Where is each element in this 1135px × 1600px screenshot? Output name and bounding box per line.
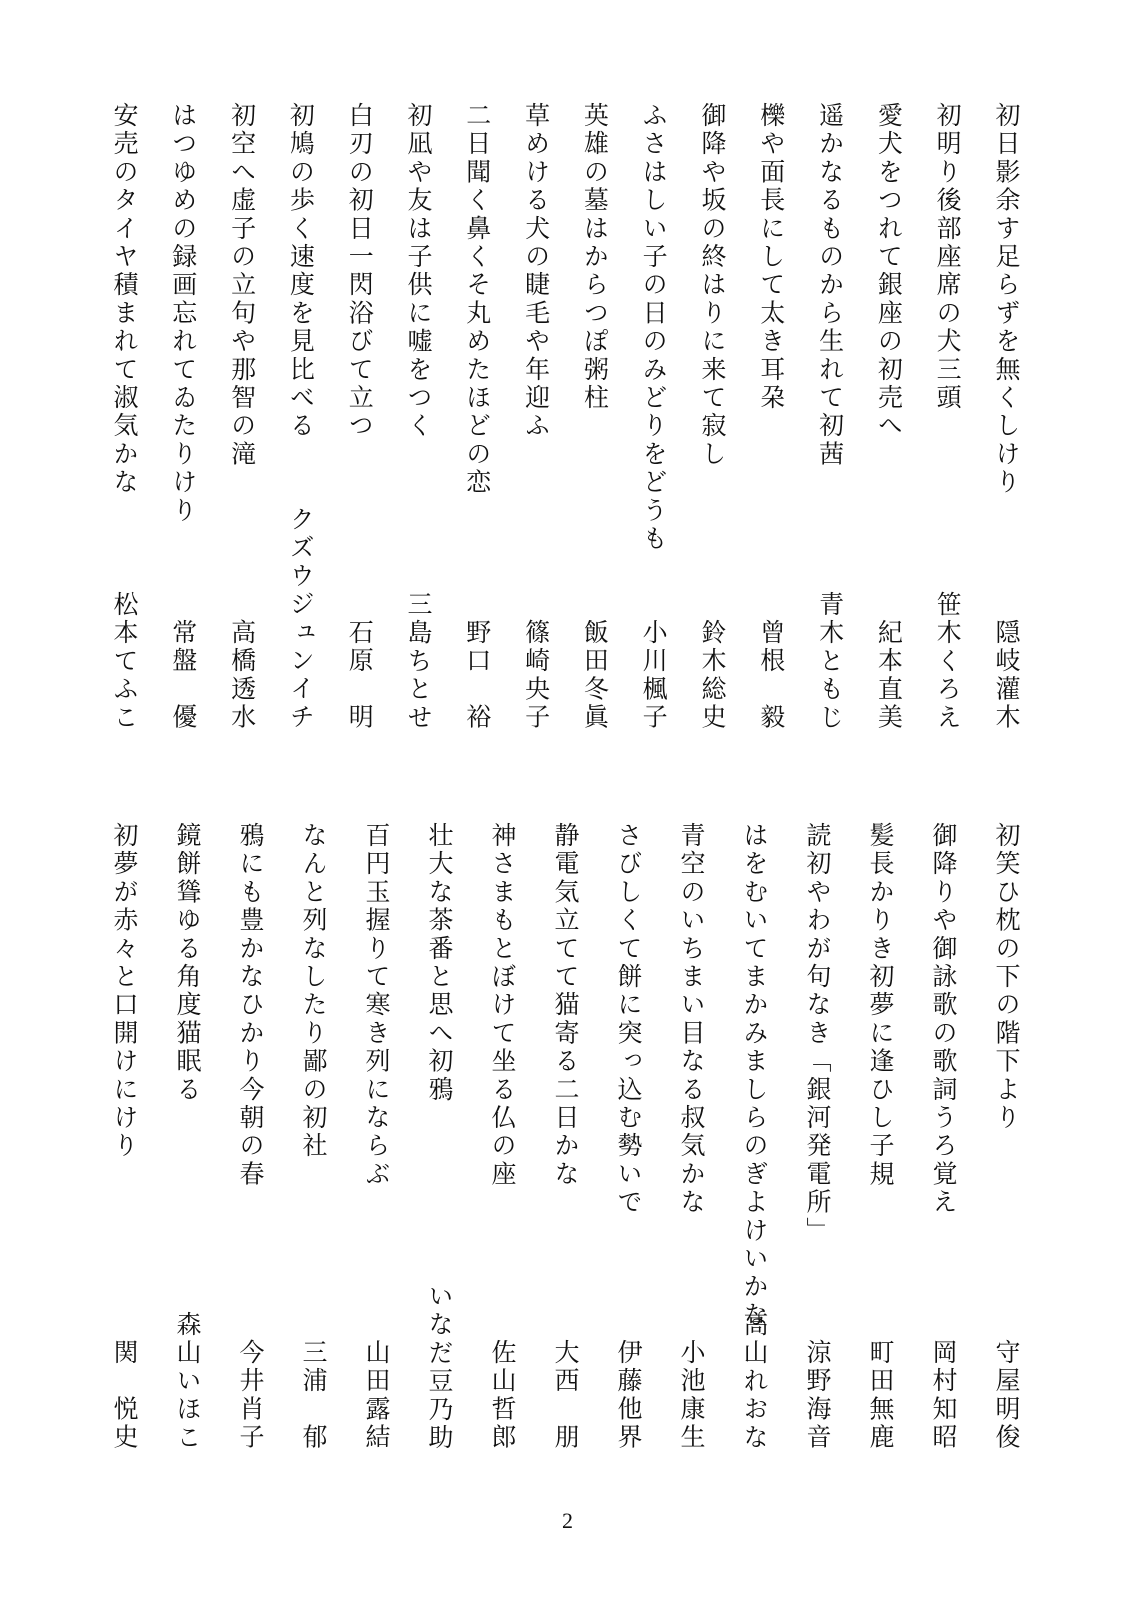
haiku-text: 愛犬をつれて銀座の初売へ	[874, 102, 904, 441]
haiku-column	[415, 822, 463, 1452]
haiku-text: 髪長かりき初夢に逢ひし子規	[866, 822, 895, 1189]
haiku-text: 静電気立てて猫寄る二日かな	[551, 822, 580, 1189]
haiku-author: 松本てふこ	[110, 591, 139, 732]
haiku-text: 櫟や面長にして太き耳朶	[756, 102, 786, 413]
haiku-author: 佐山哲郎	[488, 1339, 517, 1452]
haiku-column	[335, 102, 383, 732]
haiku-text: はをむいてまかみましらのぎよけいかな	[740, 822, 769, 1330]
haiku-author: 守屋明俊	[992, 1339, 1021, 1452]
haiku-author: 小川楓子	[639, 619, 669, 732]
haiku-text: 初明り後部座席の犬三頭	[933, 102, 963, 413]
haiku-text: 御降や坂の終はりに来て寂し	[697, 102, 727, 469]
haiku-column	[100, 822, 148, 1452]
haiku-column	[982, 102, 1030, 732]
haiku-column	[856, 822, 904, 1452]
haiku-text: 青空のいちまい目なる叔気かな	[677, 822, 706, 1217]
haiku-column	[218, 102, 266, 732]
haiku-text: 読初やわが句なき「銀河発電所」	[803, 822, 832, 1245]
haiku-author: 曾根 毅	[756, 619, 786, 732]
haiku-column	[100, 102, 148, 732]
haiku-section-top	[100, 102, 1030, 732]
haiku-author: 今井肖子	[236, 1339, 265, 1452]
haiku-author: 高橋透水	[227, 619, 257, 732]
haiku-author: 常盤 優	[168, 619, 198, 732]
haiku-text: 鏡餅聳ゆる角度猫眠る	[173, 822, 202, 1104]
haiku-column	[541, 822, 589, 1452]
haiku-text: 白刃の初日一閃浴びて立つ	[345, 102, 375, 441]
haiku-column	[394, 102, 442, 732]
haiku-text: 鴉にも豊かなひかり今朝の春	[236, 822, 265, 1189]
haiku-author: 笹木くろえ	[933, 591, 963, 732]
haiku-text: 初笑ひ枕の下の階下より	[992, 822, 1021, 1133]
haiku-author: 鈴木総史	[697, 619, 727, 732]
haiku-text: 百円玉握りて寒き列にならぶ	[362, 822, 391, 1189]
haiku-column	[747, 102, 795, 732]
haiku-column	[512, 102, 560, 732]
haiku-column	[276, 102, 324, 732]
haiku-text: 初日影余す足らずを無くしけり	[991, 102, 1021, 497]
haiku-text: 初鳩の歩く速度を見比べる	[286, 102, 316, 441]
haiku-author: 三浦 郁	[299, 1339, 328, 1452]
haiku-column	[919, 822, 967, 1452]
haiku-text: 遥かなるものから生れて初茜	[815, 102, 845, 469]
haiku-author: 岡村知昭	[929, 1339, 958, 1452]
haiku-text: 神さまもとぼけて坐る仏の座	[488, 822, 517, 1189]
haiku-column	[163, 822, 211, 1452]
haiku-author: 篠崎央子	[521, 619, 551, 732]
haiku-author: 町田無鹿	[866, 1339, 895, 1452]
haiku-column	[793, 822, 841, 1452]
haiku-text: 二日聞く鼻くそ丸めたほどの恋	[462, 102, 492, 497]
haiku-column	[289, 822, 337, 1452]
haiku-text: 安売のタイヤ積まれて淑気かな	[110, 102, 139, 497]
haiku-text: 初空へ虚子の立句や那智の滝	[227, 102, 257, 469]
haiku-column	[688, 102, 736, 732]
haiku-author: 青木ともじ	[815, 591, 845, 732]
haiku-author: いなだ豆乃助	[425, 1282, 454, 1452]
haiku-column	[226, 822, 274, 1452]
haiku-text: 壮大な茶番と思へ初鴉	[425, 822, 454, 1104]
haiku-text: なんと列なしたり鄙の初社	[299, 822, 328, 1161]
haiku-text: ふさはしい子の日のみどりをどうも	[639, 102, 669, 554]
haiku-text: 初夢が赤々と口開けにけり	[110, 822, 139, 1161]
haiku-text: 御降りや御詠歌の歌詞うろ覚え	[929, 822, 958, 1217]
haiku-column	[667, 822, 715, 1452]
haiku-column	[923, 102, 971, 732]
haiku-column	[453, 102, 501, 732]
haiku-column	[730, 822, 778, 1452]
haiku-text: はつゆめの録画忘れてゐたりけり	[168, 102, 198, 525]
haiku-author: 山田露結	[362, 1339, 391, 1452]
haiku-author: 小池康生	[677, 1339, 706, 1452]
haiku-column	[629, 102, 677, 732]
haiku-column	[478, 822, 526, 1452]
haiku-column	[352, 822, 400, 1452]
haiku-author: 石原 明	[345, 619, 375, 732]
haiku-author: 伊藤他界	[614, 1339, 643, 1452]
haiku-author: クズウジュンイチ	[286, 506, 316, 732]
haiku-column	[570, 102, 618, 732]
haiku-text: さびしくて餅に突っ込む勢いで	[614, 822, 643, 1217]
haiku-author: 涼野海音	[803, 1339, 832, 1452]
haiku-text: 草めける犬の睫毛や年迎ふ	[521, 102, 551, 441]
page-number: 2	[562, 1508, 573, 1533]
haiku-text: 英雄の墓はからつぽ粥柱	[580, 102, 610, 413]
haiku-column	[806, 102, 854, 732]
haiku-author: 紀本直美	[874, 619, 904, 732]
haiku-column	[864, 102, 912, 732]
haiku-author: 隠岐灌木	[991, 619, 1021, 732]
haiku-author: 高山れおな	[740, 1311, 769, 1452]
haiku-author: 飯田冬眞	[580, 619, 610, 732]
haiku-author: 関 悦史	[110, 1339, 139, 1452]
haiku-text: 初凪や友は子供に嘘をつく	[403, 102, 433, 441]
haiku-author: 野口 裕	[462, 619, 492, 732]
haiku-column	[604, 822, 652, 1452]
haiku-section-bottom	[100, 822, 1030, 1452]
haiku-column	[159, 102, 207, 732]
haiku-column	[982, 822, 1030, 1452]
haiku-author: 三島ちとせ	[403, 591, 433, 732]
haiku-author: 大西 朋	[551, 1339, 580, 1452]
haiku-author: 森山いほこ	[173, 1311, 202, 1452]
